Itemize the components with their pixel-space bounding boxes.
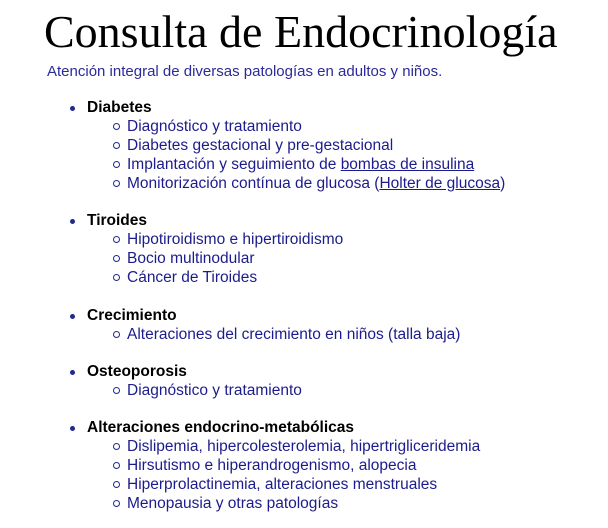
list-item-text: Menopausia y otras patologías (127, 495, 339, 512)
section-diabetes (70, 98, 600, 193)
bullet-circle-icon (113, 481, 120, 488)
list-item (70, 268, 600, 287)
list-item-text: Hipotiroidismo e hipertiroidismo (127, 231, 344, 248)
bullet-circle-icon (113, 236, 120, 243)
list-item (70, 475, 600, 494)
list-item-text: Alteraciones del crecimiento en niños (talla baja) (127, 326, 461, 343)
intro-text: Atención integral de diversas patologías en adultos y niños. (47, 63, 443, 80)
list-item-text: Diagnóstico y tratamiento (127, 382, 302, 399)
list-item-text: Bocio multinodular (127, 250, 255, 267)
section-heading (70, 418, 600, 437)
list-item-text: Diagnóstico y tratamiento (127, 118, 302, 135)
bullet-circle-icon (113, 161, 120, 168)
bullet-circle-icon (113, 387, 120, 394)
list-item-text-before: Implantación y seguimiento de (127, 156, 341, 173)
bullet-circle-icon (113, 331, 120, 338)
bullet-disc-icon (70, 370, 75, 375)
bullet-circle-icon (113, 443, 120, 450)
sub-list (70, 437, 600, 513)
list-item-text-after: ) (500, 175, 506, 192)
list-item (70, 136, 600, 155)
list-item (70, 325, 600, 344)
section-label: Alteraciones endocrino-metabólicas (87, 419, 355, 436)
list-item (70, 456, 600, 475)
section-heading (70, 362, 600, 381)
bullet-disc-icon (70, 314, 75, 319)
sub-list (70, 325, 600, 344)
list-item-text: Cáncer de Tiroides (127, 269, 258, 286)
list-item-text: Hiperprolactinemia, alteraciones menstruales (127, 476, 438, 493)
bullet-disc-icon (70, 219, 75, 224)
bullet-circle-icon (113, 274, 120, 281)
bombas-de-insulina-link[interactable]: bombas de insulina (340, 156, 475, 173)
bullet-disc-icon (70, 106, 75, 111)
bullet-circle-icon (113, 255, 120, 262)
sub-list (70, 117, 600, 193)
list-item-text: Diabetes gestacional y pre-gestacional (127, 137, 394, 154)
list-item-text: Hirsutismo e hiperandrogenismo, alopecia (127, 457, 417, 474)
list-item (70, 437, 600, 456)
list-item (70, 494, 600, 513)
section-crecimiento (70, 306, 600, 344)
holter-de-glucosa-link[interactable]: Holter de glucosa (379, 175, 501, 192)
bullet-circle-icon (113, 500, 120, 507)
list-item (70, 155, 600, 174)
bullet-disc-icon (70, 426, 75, 431)
list-item-text (127, 174, 505, 193)
list-item-text: Dislipemia, hipercolesterolemia, hipertrigliceridemia (127, 438, 481, 455)
section-tiroides (70, 211, 600, 287)
sub-list (70, 230, 600, 287)
section-label: Crecimiento (87, 307, 177, 324)
bullet-circle-icon (113, 180, 120, 187)
list-item (70, 230, 600, 249)
bullet-circle-icon (113, 462, 120, 469)
section-heading (70, 211, 600, 230)
section-label: Tiroides (87, 212, 148, 229)
list-item (70, 249, 600, 268)
sub-list (70, 381, 600, 400)
section-heading (70, 306, 600, 325)
page-title: Consulta de Endocrinología (44, 6, 558, 57)
section-heading (70, 98, 600, 117)
section-label: Osteoporosis (87, 363, 187, 380)
list-item (70, 381, 600, 400)
bullet-circle-icon (113, 142, 120, 149)
bullet-circle-icon (113, 123, 120, 130)
section-alteraciones-endocrino-metabolicas (70, 418, 600, 513)
section-label: Diabetes (87, 99, 152, 116)
list-item (70, 117, 600, 136)
list-item (70, 174, 600, 193)
list-item-text-before: Monitorización contínua de glucosa ( (127, 175, 380, 192)
list-item-text (127, 155, 474, 174)
section-osteoporosis (70, 362, 600, 400)
